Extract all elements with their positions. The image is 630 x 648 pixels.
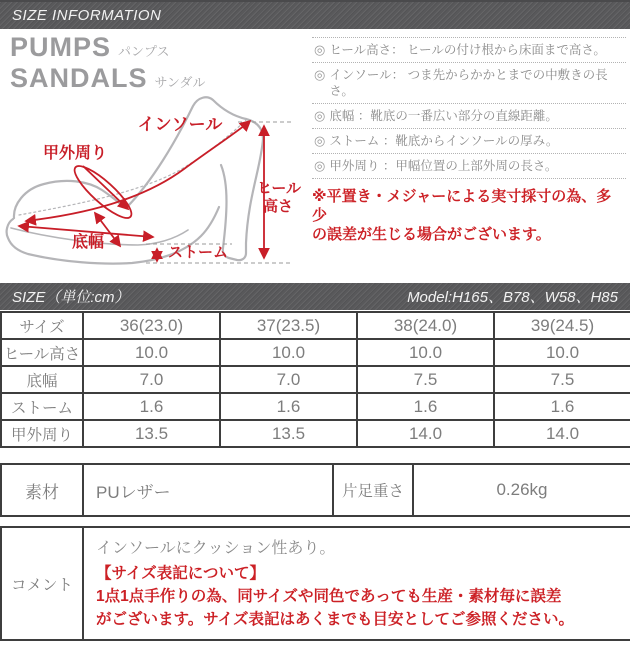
girth-value: 13.5 [220, 420, 357, 447]
size-value: 37(23.5) [220, 312, 357, 339]
storm-row [1, 393, 630, 420]
comment-table [0, 526, 630, 641]
double-circle-bullet-icon: ◎ [314, 67, 326, 82]
size-unit-label: SIZE（単位:cm） [12, 289, 130, 306]
definition-list [312, 37, 626, 179]
weight-label: 片足重さ [333, 464, 413, 516]
material-weight-table [0, 463, 630, 517]
disclaimer-line1: ※平置き・メジャーによる実寸採寸の為、多少 [312, 188, 612, 224]
heel-height-label-line1: ヒール [256, 180, 302, 197]
heel-height-label-line2: 高さ [262, 198, 294, 215]
definition-text: インソール： つま先からかかとまでの中敷きの長さ。 [329, 68, 608, 98]
page-title: SIZE INFORMATION [12, 7, 162, 24]
brand-pumps-en: PUMPS [10, 32, 112, 62]
material-value: PUレザー [83, 464, 333, 516]
sole-width-row [1, 366, 630, 393]
comment-notice-line2: がございます。サイズ表記はあくまでも目安としてご参照ください。 [96, 611, 575, 628]
heel-height-row [1, 339, 630, 366]
size-header-row [1, 312, 630, 339]
row-label-size: サイズ [1, 312, 83, 339]
brand-sandals-jp: サンダル [154, 75, 206, 90]
heel-height-value: 10.0 [357, 339, 494, 366]
sole-width-value: 7.5 [357, 366, 494, 393]
size-chart-table [0, 311, 630, 448]
storm-value: 1.6 [494, 393, 630, 420]
comment-notice-line1: 1点1点手作りの為、同サイズや同色であっても生産・素材毎に誤差 [96, 588, 562, 605]
storm-value: 1.6 [220, 393, 357, 420]
sole-width-value: 7.5 [494, 366, 630, 393]
comment-content [83, 527, 630, 640]
measurement-definitions [312, 37, 626, 244]
material-label: 素材 [1, 464, 83, 516]
heel-height-value: 10.0 [220, 339, 357, 366]
girth-value: 13.5 [83, 420, 220, 447]
size-value: 38(24.0) [357, 312, 494, 339]
sole-width-value: 7.0 [83, 366, 220, 393]
comment-feature-line: インソールにクッション性あり。 [96, 540, 336, 557]
brand-pumps-jp: パンプス [118, 44, 170, 59]
weight-value: 0.26kg [413, 464, 630, 516]
girth-label: 甲外周り [42, 145, 108, 162]
definition-text: 甲外周り ：甲幅位置の上部外周の長さ。 [329, 159, 558, 173]
definition-text: ストーム ：靴底からインソールの厚み。 [329, 134, 559, 148]
material-row [1, 464, 630, 516]
shoe-measurement-diagram [0, 85, 330, 280]
brand-line-pumps [10, 34, 205, 65]
model-spec-label: Model:H165、B78、W58、H85 [407, 289, 618, 306]
insole-label: インソール [137, 115, 223, 134]
pump-outline-drawing [7, 97, 263, 263]
girth-row [1, 420, 630, 447]
girth-value: 14.0 [357, 420, 494, 447]
disclaimer-line2: の誤差が生じる場合がございます。 [312, 226, 551, 243]
double-circle-bullet-icon: ◎ [314, 158, 326, 173]
definition-item-insole [312, 63, 626, 104]
double-circle-bullet-icon: ◎ [314, 42, 326, 57]
row-label-heel-height: ヒール高さ [1, 339, 83, 366]
row-label-sole-width: 底幅 [1, 366, 83, 393]
comment-label: コメント [1, 527, 83, 640]
size-value: 36(23.0) [83, 312, 220, 339]
sole-width-label: 底幅 [71, 234, 105, 251]
storm-value: 1.6 [83, 393, 220, 420]
row-label-storm: ストーム [1, 393, 83, 420]
definition-item-sole-width [312, 104, 626, 129]
storm-label: ストーム [168, 244, 229, 261]
definition-item-girth [312, 154, 626, 179]
sole-width-value: 7.0 [220, 366, 357, 393]
top-title-bar [0, 0, 630, 29]
double-circle-bullet-icon: ◎ [314, 108, 326, 123]
double-circle-bullet-icon: ◎ [314, 133, 326, 148]
comment-notice-heading: 【サイズ表記について】 [96, 565, 265, 582]
row-label-girth: 甲外周り [1, 420, 83, 447]
storm-value: 1.6 [357, 393, 494, 420]
definition-text: 底幅 ：靴底の一番広い部分の直線距離。 [329, 109, 558, 123]
definition-item-heel-height [312, 38, 626, 63]
definition-item-storm [312, 129, 626, 154]
heel-height-value: 10.0 [83, 339, 220, 366]
comment-row [1, 527, 630, 640]
heel-height-value: 10.0 [494, 339, 630, 366]
size-unit-model-bar [0, 283, 630, 310]
measurement-disclaimer-note [312, 187, 626, 244]
insole-measure-arrow [26, 121, 250, 221]
definition-text: ヒール高さ： ヒールの付け根から床面まで高さ。 [329, 43, 606, 57]
girth-value: 14.0 [494, 420, 630, 447]
size-value: 39(24.5) [494, 312, 630, 339]
girth-measure-arrow [83, 166, 128, 209]
brand-sandals-en: SANDALS [10, 63, 148, 93]
